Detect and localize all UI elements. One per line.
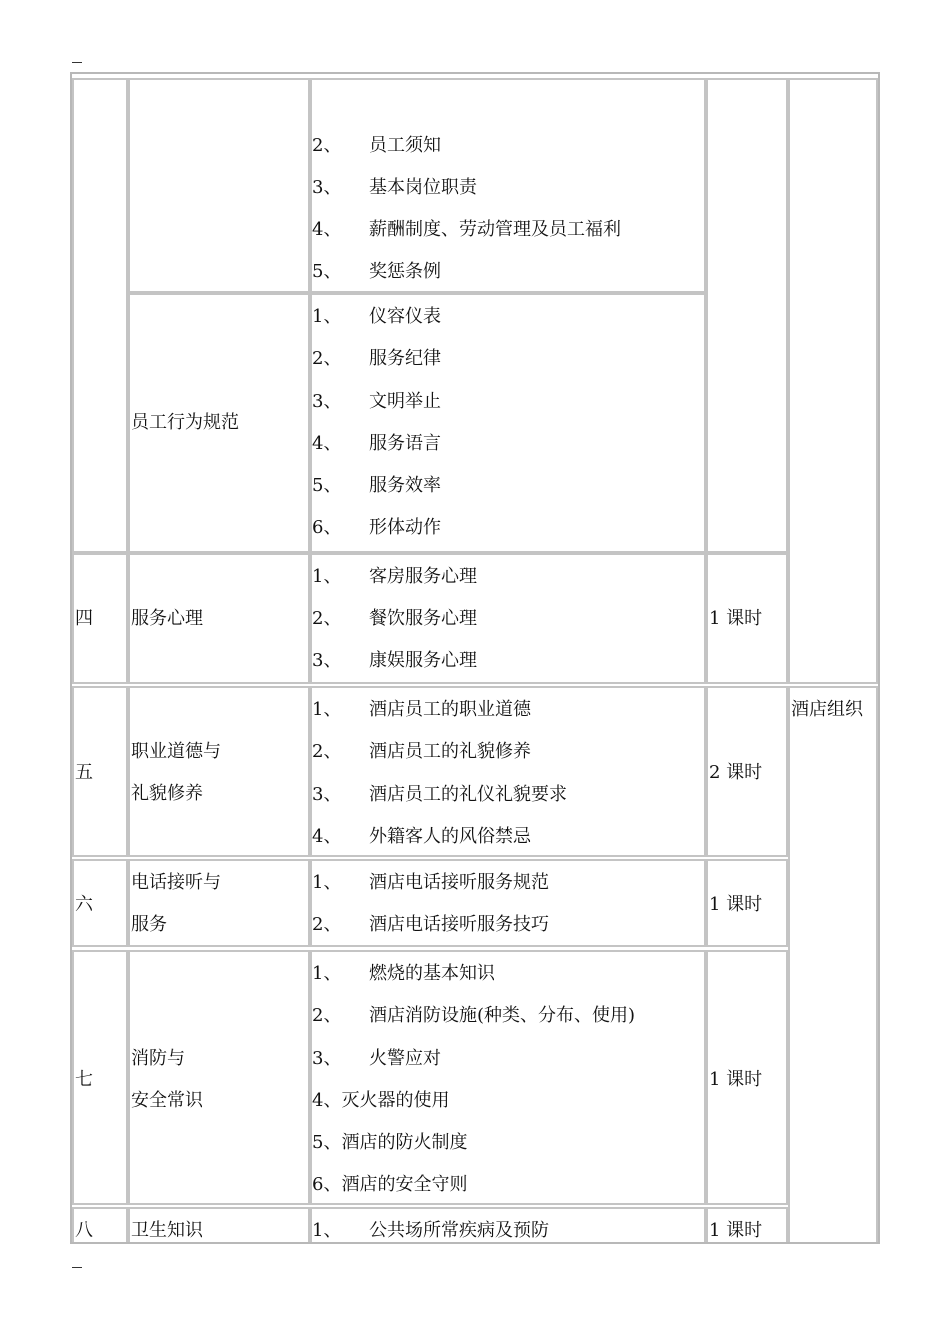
item-text: 酒店员工的礼貌修养 (369, 741, 531, 762)
item-text: 服务纪律 (369, 348, 441, 369)
row-index: 五 (75, 762, 93, 783)
item-number: 1、 (312, 963, 342, 984)
item-number: 5、 (312, 261, 342, 282)
index-cell-psych (72, 553, 128, 684)
item-number: 2、 (312, 741, 342, 762)
item-number: 3、 (312, 177, 342, 198)
item-text: 酒店电话接听服务规范 (369, 872, 549, 893)
hours-value: 1 课时 (709, 1220, 763, 1241)
content-cell-behavior (310, 293, 706, 553)
item-number: 2、 (312, 608, 342, 629)
content-cell-phone (310, 859, 706, 947)
item-text: 酒店消防设施(种类、分布、使用) (369, 1005, 636, 1026)
topic-title-line2: 安全常识 (131, 1090, 203, 1111)
training-table (70, 72, 880, 1244)
item-number: 3、 (312, 784, 342, 805)
item-text: 薪酬制度、劳动管理及员工福利 (369, 219, 621, 240)
topic-cell-phone (128, 859, 310, 947)
hours-cell-psych (706, 553, 788, 684)
item-text: 文明举止 (369, 391, 441, 412)
item-number: 4、 (312, 219, 342, 240)
topic-title-line1: 职业道德与 (131, 741, 221, 762)
topic-cell-psych (128, 553, 310, 684)
hours-cell-safety (706, 950, 788, 1205)
topic-title-line1: 电话接听与 (131, 872, 221, 893)
item-text: 酒店电话接听服务技巧 (369, 914, 549, 935)
item-text: 形体动作 (369, 517, 441, 538)
item-number: 2、 (312, 914, 342, 935)
hours-value: 1 课时 (709, 894, 763, 915)
hours-value: 1 课时 (709, 1069, 763, 1090)
item-number: 1、 (312, 566, 342, 587)
hours-cell-hygiene (706, 1207, 788, 1244)
content-cell-hygiene (310, 1207, 706, 1244)
item-number: 2、 (312, 348, 342, 369)
row-index: 六 (75, 894, 93, 915)
index-cell-ethics (72, 686, 128, 857)
item-number: 6、 (312, 517, 342, 538)
organizer-text: 酒店组织 (791, 699, 863, 720)
hours-cell-continued (706, 78, 788, 553)
item-text: 服务语言 (369, 433, 441, 454)
organizer-cell (788, 686, 878, 1244)
topic-title-line1: 消防与 (131, 1048, 185, 1069)
organizer-cell-continued (788, 78, 878, 684)
page-bottom-mark (72, 1267, 82, 1268)
topic-cell-continued (128, 78, 310, 293)
topic-cell-safety (128, 950, 310, 1205)
index-cell-hygiene (72, 1207, 128, 1244)
item-number: 2、 (312, 1005, 342, 1026)
row-index: 八 (75, 1220, 93, 1241)
item-text: 服务效率 (369, 475, 441, 496)
item-text: 康娱服务心理 (369, 650, 477, 671)
item-text: 客房服务心理 (369, 566, 477, 587)
item-text: 酒店员工的职业道德 (369, 699, 531, 720)
topic-title-line2: 礼貌修养 (131, 783, 203, 804)
item-text: 餐饮服务心理 (369, 608, 477, 629)
row-index: 七 (75, 1069, 93, 1090)
hours-cell-phone (706, 859, 788, 947)
item-text: 基本岗位职责 (369, 177, 477, 198)
item-number: 4、 (312, 826, 342, 847)
page-top-mark (72, 62, 82, 63)
item-text: 员工须知 (369, 135, 441, 156)
item-text: 仪容仪表 (369, 306, 441, 327)
item-text: 火警应对 (369, 1048, 441, 1069)
index-cell-safety (72, 950, 128, 1205)
topic-cell-hygiene (128, 1207, 310, 1244)
content-cell-psych (310, 553, 706, 684)
item-number: 3、 (312, 391, 342, 412)
item-number: 1、 (312, 872, 342, 893)
item-number: 1、 (312, 306, 342, 327)
item-number: 3、 (312, 650, 342, 671)
item-text: 酒店员工的礼仪礼貌要求 (369, 784, 567, 805)
item-text: 奖惩条例 (369, 261, 441, 282)
item-number: 3、 (312, 1048, 342, 1069)
topic-cell-ethics (128, 686, 310, 857)
item-text: 4、灭火器的使用 (312, 1090, 450, 1111)
content-cell-ethics (310, 686, 706, 857)
hours-value: 1 课时 (709, 608, 763, 629)
hours-cell-ethics (706, 686, 788, 857)
item-number: 2、 (312, 135, 342, 156)
item-text: 6、酒店的安全守则 (312, 1174, 468, 1195)
topic-title-line2: 服务 (131, 914, 167, 935)
item-text: 公共场所常疾病及预防 (369, 1220, 549, 1241)
item-number: 4、 (312, 433, 342, 454)
topic-title: 服务心理 (131, 608, 203, 629)
item-text: 5、酒店的防火制度 (312, 1132, 468, 1153)
content-cell-continued (310, 78, 706, 293)
content-cell-safety (310, 950, 706, 1205)
topic-title: 员工行为规范 (131, 412, 239, 433)
item-text: 燃烧的基本知识 (369, 963, 495, 984)
item-text: 外籍客人的风俗禁忌 (369, 826, 531, 847)
index-cell-phone (72, 859, 128, 947)
index-cell-continued (72, 78, 128, 553)
topic-cell-behavior (128, 293, 310, 553)
row-index: 四 (75, 608, 93, 629)
hours-value: 2 课时 (709, 762, 763, 783)
item-number: 5、 (312, 475, 342, 496)
item-number: 1、 (312, 699, 342, 720)
item-number: 1、 (312, 1220, 342, 1241)
topic-title: 卫生知识 (131, 1220, 203, 1241)
